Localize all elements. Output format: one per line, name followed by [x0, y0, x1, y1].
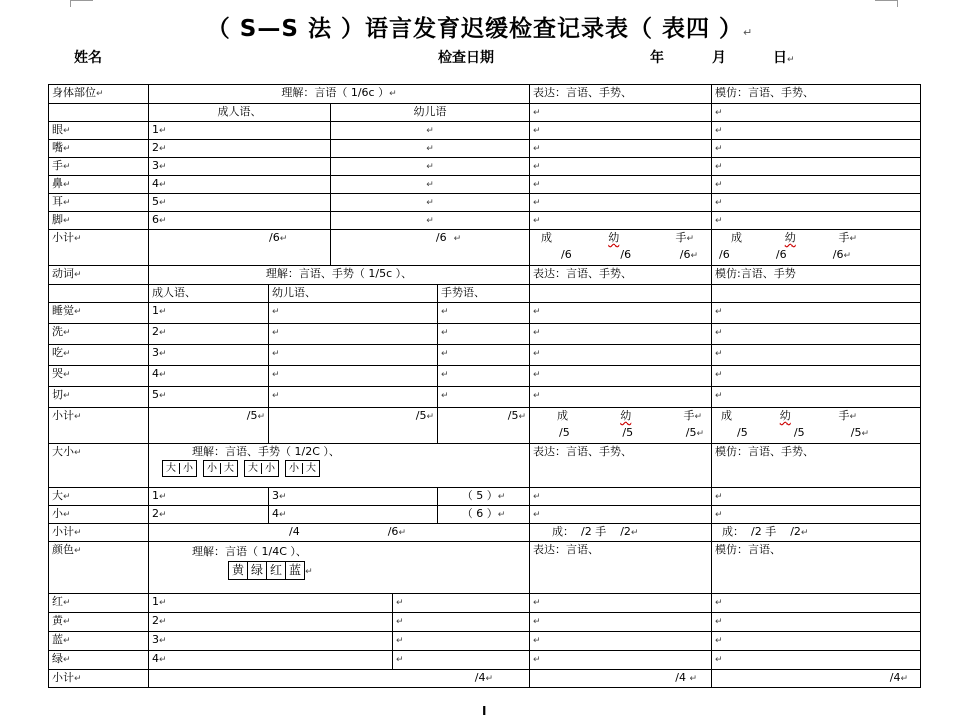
date-label: 检查日期 — [438, 50, 494, 66]
table-row — [49, 303, 921, 324]
child-cell: ↵ — [331, 140, 530, 158]
color-subtotal: /4↵ — [149, 670, 530, 688]
empty-cell — [530, 285, 712, 303]
color-expression-header: 表达：言语、 — [530, 542, 712, 594]
table-row — [49, 613, 921, 632]
imitation-subtotal: 成 幼 手↵ /5 /5 /5↵ — [712, 408, 921, 444]
color-card-blue: 蓝 — [286, 561, 305, 580]
table-row — [49, 594, 921, 613]
year-label: 年 — [650, 50, 664, 66]
color-cell: 4↵ — [149, 651, 393, 670]
child-cell: ↵ — [331, 176, 530, 194]
adult-subtotal: /5↵ — [149, 408, 269, 444]
color-card-yellow: 黄 — [228, 561, 248, 580]
size-imitation-header: 模仿：言语、手势、 — [712, 444, 921, 488]
table-row — [49, 176, 921, 194]
body-child-header: 幼儿语 — [331, 104, 530, 122]
size-subtotal: /4 /6↵ — [149, 524, 530, 542]
imitation-subtotal: 成： /2 手 /2↵ — [712, 524, 921, 542]
month-label: 月 — [712, 50, 726, 66]
color-cell: 2↵ — [149, 613, 393, 632]
size-comprehension-header: 理解：言语、手势（ 1/2C ）、 大 小 小 大 大 小 小 大 — [149, 444, 530, 488]
child-cell: ↵ — [331, 212, 530, 230]
page-corner-left — [70, 0, 93, 7]
imitation-cell: ↵ — [712, 594, 921, 613]
adult-cell: 6↵ — [149, 212, 331, 230]
size-cell: 4↵ — [269, 506, 438, 524]
color-imitation-header: 模仿：言语、 — [712, 542, 921, 594]
child-cell: ↵ — [331, 194, 530, 212]
expression-cell: ↵ — [530, 366, 712, 387]
table-row — [49, 366, 921, 387]
row-label: 小↵ — [49, 506, 149, 524]
document-title: （ S—S 法 ）语言发育迟缓检查记录表（ 表四 ）↵ — [206, 16, 754, 42]
body-adult-header: 成人语、 — [149, 104, 331, 122]
size-cell: （ 6 ）↵ — [438, 506, 530, 524]
color-card-green: 绿 — [248, 561, 267, 580]
verbs-subheader-row — [49, 285, 921, 303]
imitation-cell: ↵ — [712, 488, 921, 506]
imitation-cell: ↵ — [712, 176, 921, 194]
adult-cell: 3↵ — [149, 345, 269, 366]
body-imitation-header: 模仿：言语、手势、 — [712, 85, 921, 104]
row-label: 睡觉↵ — [49, 303, 149, 324]
imitation-cell: ↵ — [712, 345, 921, 366]
empty-cell: ↵ — [712, 104, 921, 122]
color-cell: 3↵ — [149, 632, 393, 651]
verbs-comprehension-header: 理解：言语、手势（ 1/5c ）、 — [149, 266, 530, 285]
table-row — [49, 506, 921, 524]
size-choice-card: 大 小 — [162, 460, 197, 477]
imitation-cell: ↵ — [712, 122, 921, 140]
size-header: 大小↵ — [49, 444, 149, 488]
row-label: 红↵ — [49, 594, 149, 613]
name-label: 姓名 — [74, 50, 102, 66]
expression-cell: ↵ — [530, 506, 712, 524]
imitation-cell: ↵ — [712, 140, 921, 158]
subtotal-label: 小计↵ — [49, 408, 149, 444]
imitation-cell: ↵ — [712, 651, 921, 670]
color-header: 颜色↵ — [49, 542, 149, 594]
expression-cell: ↵ — [530, 176, 712, 194]
imitation-cell: ↵ — [712, 506, 921, 524]
imitation-cell: ↵ — [712, 632, 921, 651]
table-row — [49, 632, 921, 651]
expression-cell: ↵ — [530, 194, 712, 212]
row-label: 手↵ — [49, 158, 149, 176]
table-row — [49, 194, 921, 212]
expression-cell: ↵ — [530, 122, 712, 140]
row-label: 切↵ — [49, 387, 149, 408]
color-cell: 1↵ — [149, 594, 393, 613]
adult-cell: 5↵ — [149, 387, 269, 408]
body-subtotal-row — [49, 230, 921, 266]
gesture-subtotal: /5↵ — [438, 408, 530, 444]
color-cell: ↵ — [393, 594, 530, 613]
empty-cell — [49, 104, 149, 122]
verbs-adult-header: 成人语、 — [149, 285, 269, 303]
child-cell: ↵ — [331, 122, 530, 140]
row-label: 哭↵ — [49, 366, 149, 387]
page-corner-right — [875, 0, 898, 7]
gesture-cell: ↵ — [438, 345, 530, 366]
expression-subtotal: 成 幼 手↵ /5 /5 /5↵ — [530, 408, 712, 444]
imitation-cell: ↵ — [712, 194, 921, 212]
row-label: 蓝↵ — [49, 632, 149, 651]
expression-cell: ↵ — [530, 140, 712, 158]
empty-cell — [49, 285, 149, 303]
subtotal-label: 小计↵ — [49, 524, 149, 542]
row-label: 黄↵ — [49, 613, 149, 632]
color-card-red: 红 — [267, 561, 286, 580]
size-choice-card: 小 大 — [285, 460, 320, 477]
body-header: 身体部位↵ — [49, 85, 149, 104]
imitation-cell: ↵ — [712, 324, 921, 345]
expression-cell: ↵ — [530, 345, 712, 366]
child-cell: ↵ — [331, 158, 530, 176]
verbs-expression-header: 表达：言语、手势、 — [530, 266, 712, 285]
size-header-row — [49, 444, 921, 488]
size-cell: 3↵ — [269, 488, 438, 506]
child-cell: ↵ — [269, 366, 438, 387]
row-label: 嘴↵ — [49, 140, 149, 158]
record-table — [48, 84, 921, 688]
size-choice-card: 大 小 — [244, 460, 279, 477]
color-cell: ↵ — [393, 613, 530, 632]
adult-cell: 3↵ — [149, 158, 331, 176]
adult-subtotal: /6↵ — [149, 230, 331, 266]
size-cell: （ 5 ）↵ — [438, 488, 530, 506]
verbs-gesture-header: 手势语、 — [438, 285, 530, 303]
gesture-cell: ↵ — [438, 366, 530, 387]
adult-cell: 1↵ — [149, 122, 331, 140]
child-cell: ↵ — [269, 387, 438, 408]
adult-cell: 2↵ — [149, 140, 331, 158]
imitation-cell: ↵ — [712, 613, 921, 632]
subtotal-label: 小计↵ — [49, 670, 149, 688]
adult-cell: 4↵ — [149, 176, 331, 194]
table-row — [49, 122, 921, 140]
body-expression-header: 表达：言语、手势、 — [530, 85, 712, 104]
subtotal-label: 小计↵ — [49, 230, 149, 266]
row-label: 脚↵ — [49, 212, 149, 230]
size-cell: 1↵ — [149, 488, 269, 506]
size-cell: 2↵ — [149, 506, 269, 524]
gesture-cell: ↵ — [438, 324, 530, 345]
table-row — [49, 387, 921, 408]
color-comprehension-header: 理解：言语（ 1/4C ）、 黄 绿 红 蓝 ↵ — [149, 542, 530, 594]
expression-cell: ↵ — [530, 387, 712, 408]
child-subtotal: /5↵ — [269, 408, 438, 444]
adult-cell: 2↵ — [149, 324, 269, 345]
verbs-child-header: 幼儿语、 — [269, 285, 438, 303]
verbs-header-row — [49, 266, 921, 285]
table-row — [49, 345, 921, 366]
expression-cell: ↵ — [530, 651, 712, 670]
expression-cell: ↵ — [530, 324, 712, 345]
child-cell: ↵ — [269, 345, 438, 366]
table-row — [49, 488, 921, 506]
table-row — [49, 140, 921, 158]
verbs-imitation-header: 模仿:言语、手势 — [712, 266, 921, 285]
imitation-subtotal: 成 幼 手↵ /6 /6 /6↵ — [712, 230, 921, 266]
day-label: 日↵ — [773, 50, 795, 66]
row-label: 耳↵ — [49, 194, 149, 212]
size-choice-card: 小 大 — [203, 460, 238, 477]
imitation-cell: ↵ — [712, 387, 921, 408]
imitation-cell: ↵ — [712, 158, 921, 176]
verbs-header: 动词↵ — [49, 266, 149, 285]
expression-subtotal: /4 ↵ — [530, 670, 712, 688]
imitation-cell: ↵ — [712, 212, 921, 230]
body-header-row — [49, 85, 921, 104]
imitation-cell: ↵ — [712, 303, 921, 324]
body-comprehension-header: 理解：言语（ 1/6c ）↵ — [149, 85, 530, 104]
expression-subtotal: 成： /2 手 /2↵ — [530, 524, 712, 542]
size-subtotal-row — [49, 524, 921, 542]
row-label: 大↵ — [49, 488, 149, 506]
imitation-subtotal: /4↵ — [712, 670, 921, 688]
text-cursor-mark: I — [482, 704, 487, 718]
row-label: 绿↵ — [49, 651, 149, 670]
body-subheader-row — [49, 104, 921, 122]
table-row — [49, 324, 921, 345]
size-expression-header: 表达：言语、手势、 — [530, 444, 712, 488]
table-row — [49, 158, 921, 176]
empty-cell — [712, 285, 921, 303]
expression-cell: ↵ — [530, 303, 712, 324]
empty-cell: ↵ — [530, 104, 712, 122]
color-cell: ↵ — [393, 651, 530, 670]
adult-cell: 1↵ — [149, 303, 269, 324]
child-subtotal: /6 ↵ — [331, 230, 530, 266]
row-label: 鼻↵ — [49, 176, 149, 194]
expression-cell: ↵ — [530, 594, 712, 613]
gesture-cell: ↵ — [438, 387, 530, 408]
expression-cell: ↵ — [530, 212, 712, 230]
child-cell: ↵ — [269, 303, 438, 324]
expression-cell: ↵ — [530, 158, 712, 176]
expression-cell: ↵ — [530, 613, 712, 632]
adult-cell: 5↵ — [149, 194, 331, 212]
expression-cell: ↵ — [530, 488, 712, 506]
adult-cell: 4↵ — [149, 366, 269, 387]
imitation-cell: ↵ — [712, 366, 921, 387]
gesture-cell: ↵ — [438, 303, 530, 324]
row-label: 吃↵ — [49, 345, 149, 366]
color-subtotal-row — [49, 670, 921, 688]
row-label: 洗↵ — [49, 324, 149, 345]
child-cell: ↵ — [269, 324, 438, 345]
verbs-subtotal-row — [49, 408, 921, 444]
table-row — [49, 212, 921, 230]
color-cell: ↵ — [393, 632, 530, 651]
color-header-row — [49, 542, 921, 594]
row-label: 眼↵ — [49, 122, 149, 140]
table-row — [49, 651, 921, 670]
expression-cell: ↵ — [530, 632, 712, 651]
expression-subtotal: 成 幼 手↵ /6 /6 /6↵ — [530, 230, 712, 266]
